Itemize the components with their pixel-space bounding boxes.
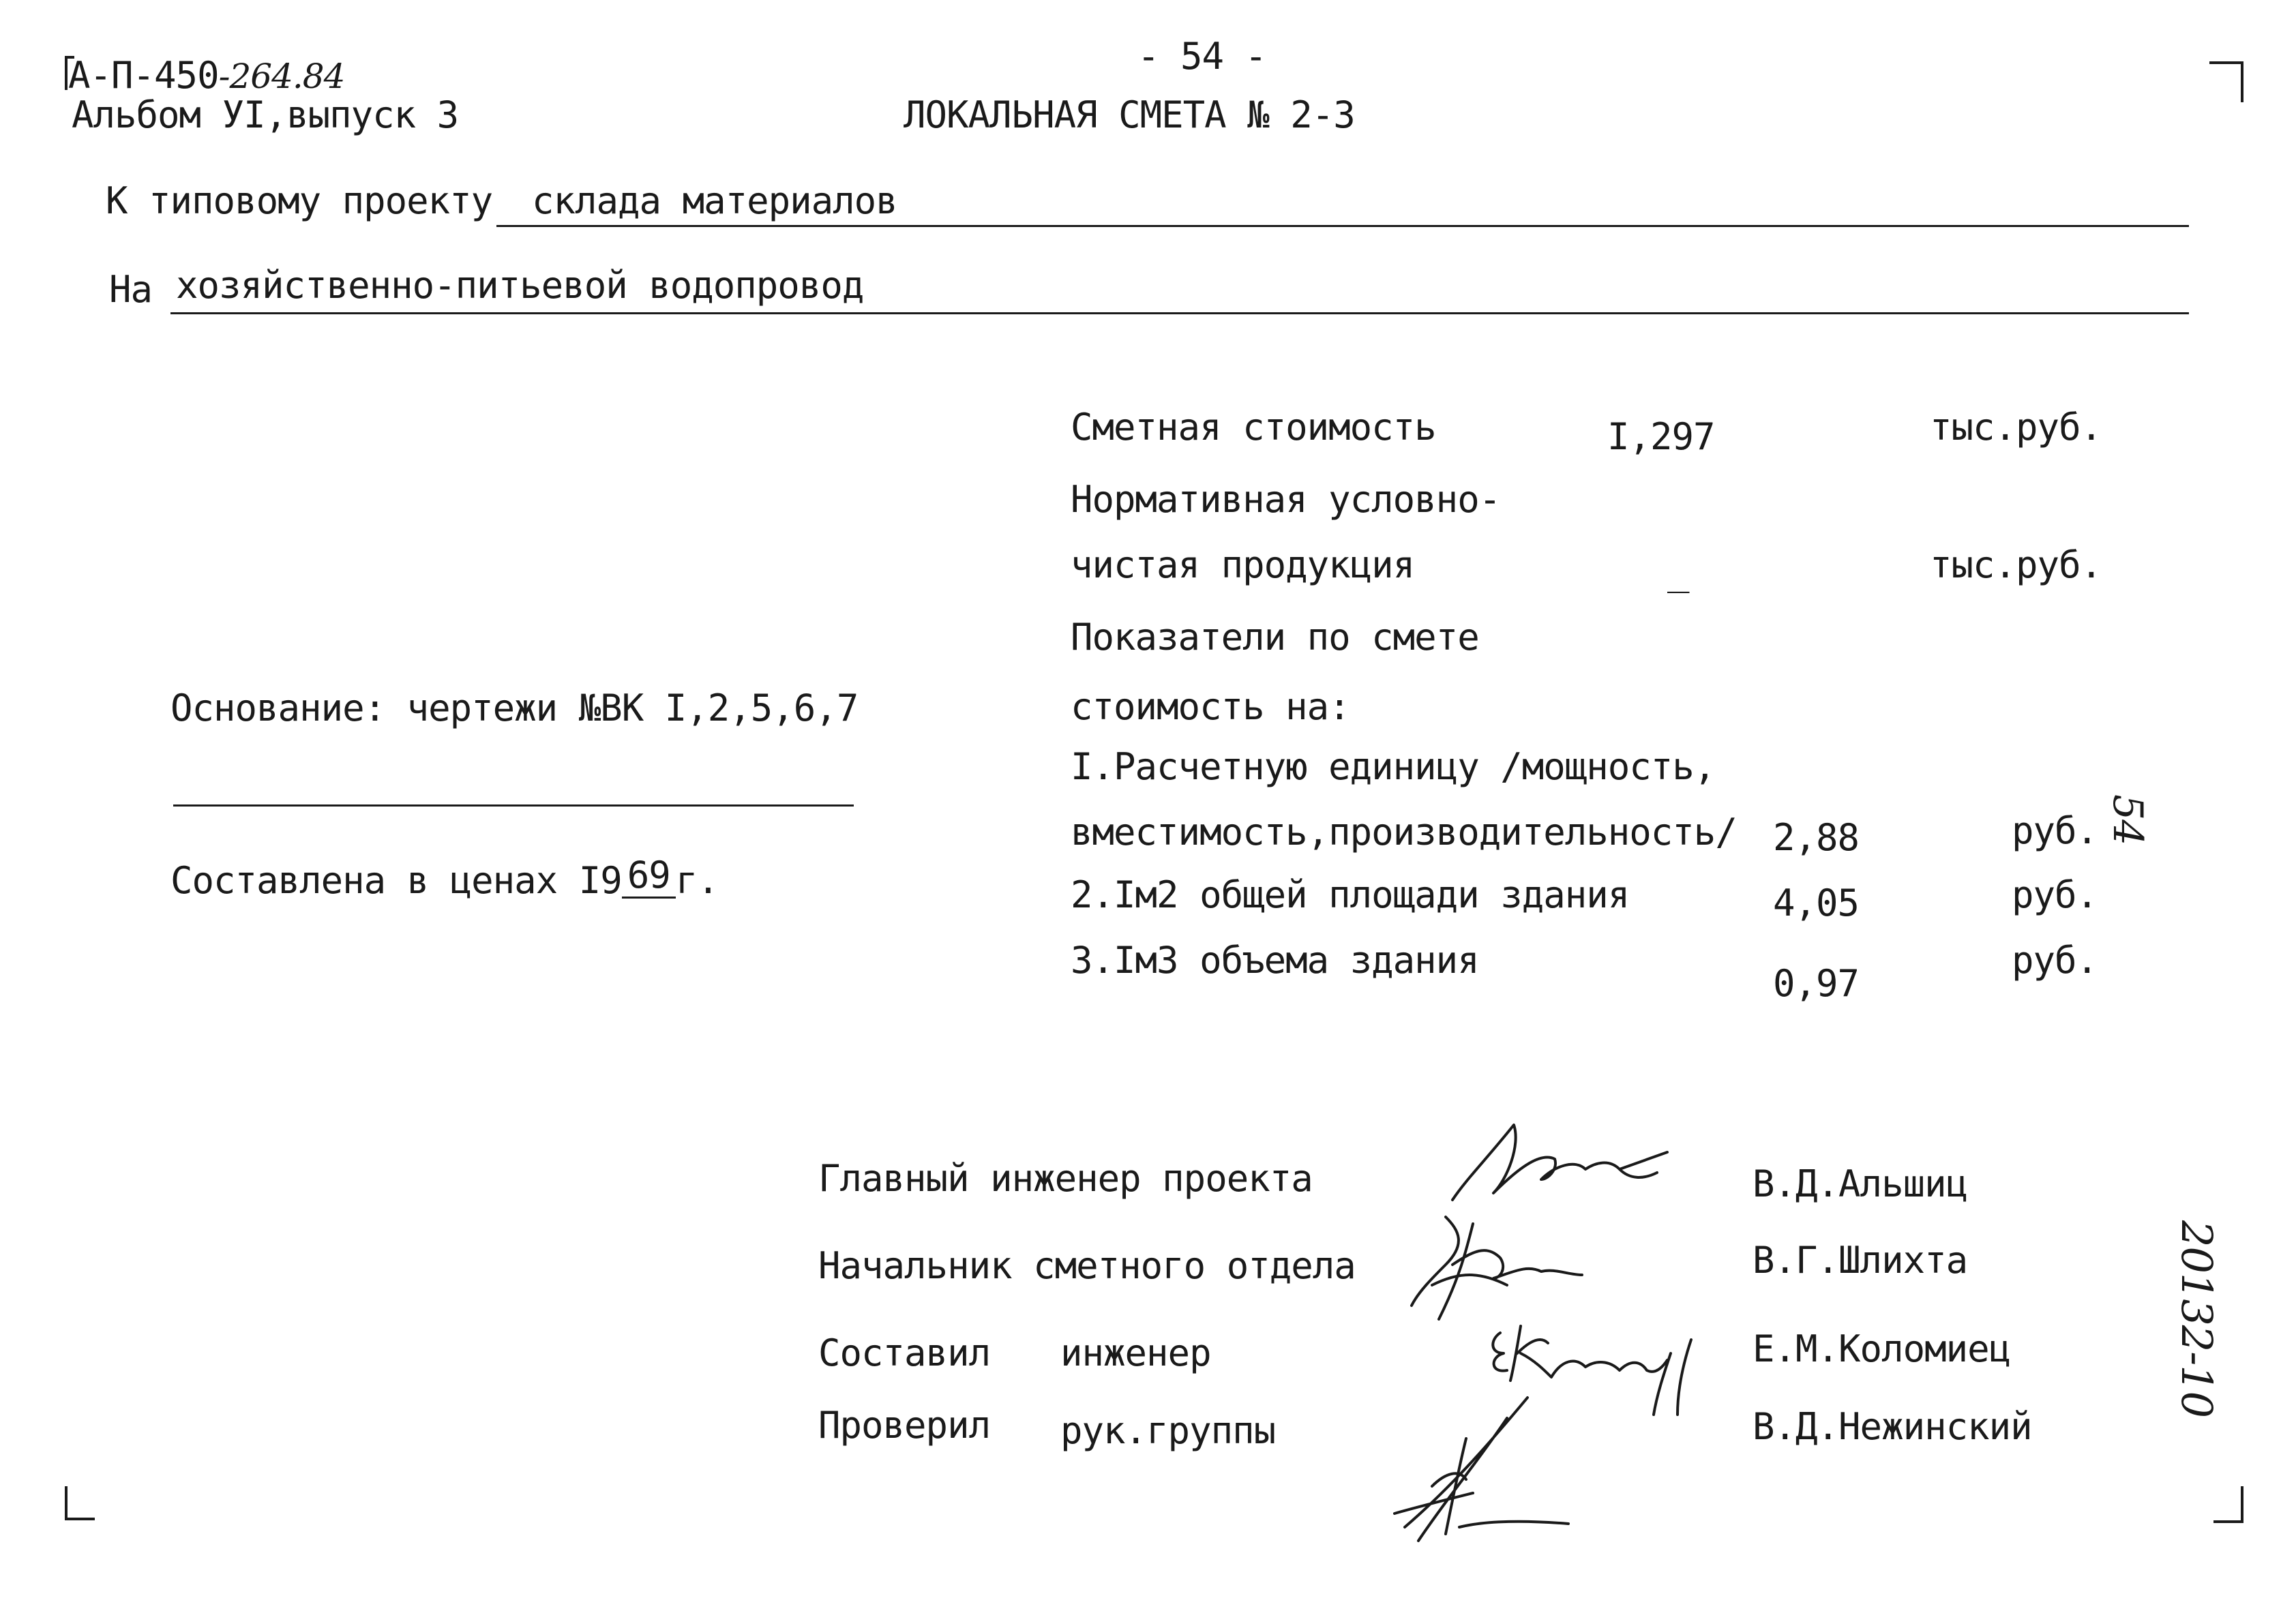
indicators-1: Показатели по смете bbox=[1071, 616, 1479, 659]
cost-unit: тыс.руб. bbox=[1930, 406, 2102, 449]
item3-value: 0,97 bbox=[1773, 962, 1860, 1005]
basis-underline bbox=[173, 804, 854, 807]
sign-position-4: рук.группы bbox=[1060, 1409, 1276, 1452]
top-right-frame-mark bbox=[2209, 61, 2243, 102]
purpose-underline bbox=[170, 312, 2189, 314]
doc-code-printed: А-П-450 bbox=[68, 54, 219, 97]
margin-page-mark: 54 bbox=[2104, 794, 2151, 845]
purpose-value: хозяйственно-питьевой водопровод bbox=[176, 264, 864, 307]
prices-prefix: Составлена в ценах I9 bbox=[170, 859, 622, 902]
page-number: - 54 - bbox=[1137, 35, 1267, 78]
item1-value: 2,88 bbox=[1773, 816, 1860, 859]
sign-position-3: инженер bbox=[1060, 1331, 1211, 1374]
item3-unit: руб. bbox=[2012, 939, 2098, 982]
doc-title: ЛОКАЛЬНАЯ СМЕТА № 2-3 bbox=[904, 93, 1355, 136]
sign-name-3: Е.М.Коломиец bbox=[1753, 1327, 2011, 1370]
prices-year: 69 bbox=[622, 857, 676, 899]
prices-line bbox=[170, 854, 719, 904]
cost-value: I,297 bbox=[1607, 415, 1715, 458]
norm-unit: тыс.руб. bbox=[1930, 543, 2102, 586]
project-label: К типовому проекту bbox=[106, 179, 493, 222]
norm-label-2: чистая продукция bbox=[1071, 543, 1415, 586]
sign-name-1: В.Д.Альшиц bbox=[1753, 1162, 1968, 1205]
prices-suffix: г. bbox=[675, 859, 719, 902]
item3-label: 3.Iм3 объема здания bbox=[1071, 939, 1479, 982]
sign-name-4: В.Д.Нежинский bbox=[1753, 1405, 2032, 1448]
sign-name-2: В.Г.Шлихта bbox=[1753, 1239, 1968, 1282]
bottom-right-frame-mark bbox=[2213, 1486, 2243, 1523]
project-value: склада материалов bbox=[532, 179, 897, 222]
basis-text: Основание: чертежи №ВК I,2,5,6,7 bbox=[170, 687, 859, 729]
sign-role-4: Проверил bbox=[818, 1404, 991, 1447]
indicators-2: стоимость на: bbox=[1071, 685, 1350, 728]
cost-label: Сметная стоимость bbox=[1071, 406, 1436, 449]
signature-shlikhta bbox=[1405, 1203, 1637, 1326]
sign-role-1: Главный инженер проекта bbox=[818, 1157, 1313, 1200]
signature-altshits bbox=[1439, 1104, 1684, 1214]
margin-archive-number: 20132-10 bbox=[2172, 1220, 2222, 1418]
doc-code-handwritten: -264.84 bbox=[218, 57, 345, 96]
project-underline bbox=[496, 225, 2189, 227]
doc-code bbox=[68, 54, 345, 97]
purpose-prefix: На bbox=[109, 268, 153, 311]
item2-label: 2.Iм2 общей площади здания bbox=[1071, 873, 1630, 916]
item1-unit: руб. bbox=[2012, 809, 2098, 852]
item2-value: 4,05 bbox=[1773, 882, 1860, 924]
norm-label-1: Нормативная условно- bbox=[1071, 478, 1501, 521]
bottom-left-frame-mark bbox=[65, 1486, 95, 1520]
item1-line1: I.Расчетную единицу /мощность, bbox=[1071, 745, 1716, 788]
item1-line2: вместимость,производительность/ bbox=[1071, 811, 1737, 854]
sign-role-2: Начальник сметного отдела bbox=[818, 1244, 1356, 1287]
album-label: Альбом УI,выпуск 3 bbox=[72, 93, 459, 136]
item2-unit: руб. bbox=[2012, 873, 2098, 916]
sign-role-3: Составил bbox=[818, 1331, 991, 1374]
signature-nezhinsky bbox=[1391, 1391, 1596, 1548]
norm-value: _ bbox=[1667, 550, 1689, 593]
